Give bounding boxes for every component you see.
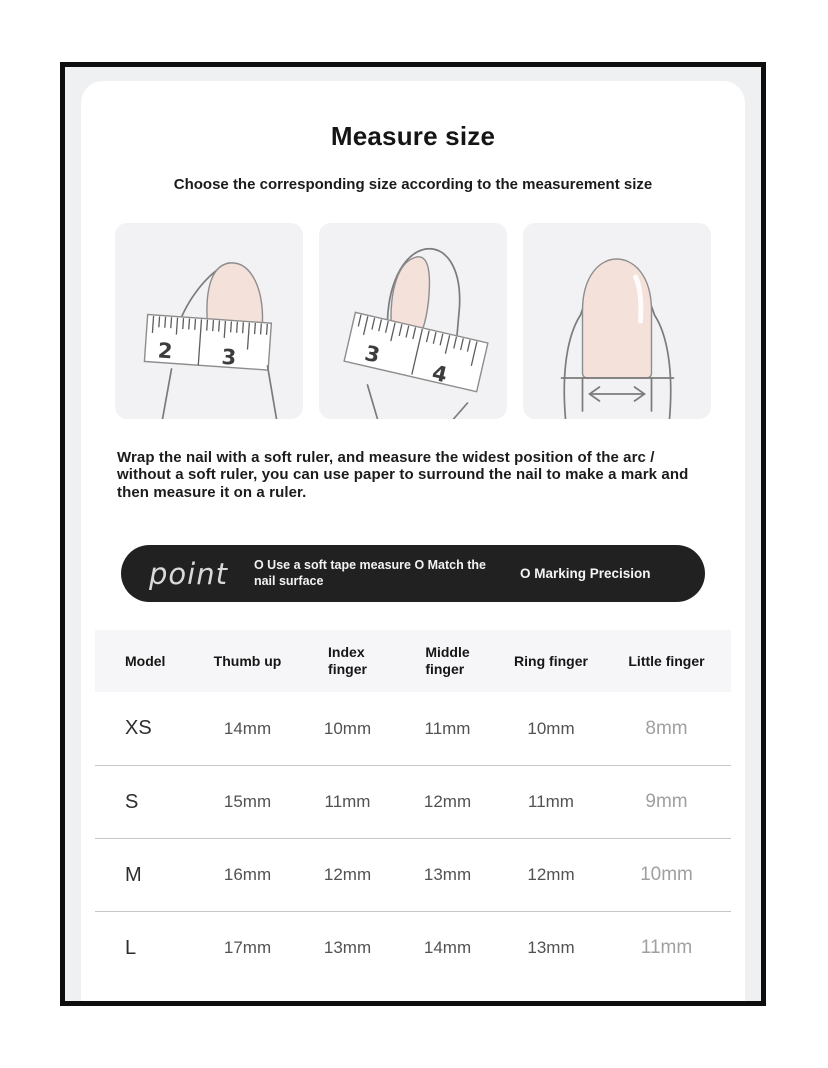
thumb-cell: 16mm bbox=[223, 865, 272, 885]
index-cell: 10mm bbox=[323, 718, 372, 738]
ring-cell: 12mm bbox=[527, 865, 575, 885]
middle-cell: 12mm bbox=[423, 792, 472, 812]
middle-cell: 11mm bbox=[424, 718, 471, 738]
model-cell: L bbox=[125, 936, 137, 959]
illustration-tape-wrap-2 bbox=[319, 223, 507, 419]
page-frame bbox=[60, 62, 766, 1006]
little-cell: 11mm bbox=[640, 937, 693, 959]
tape-number: 4 bbox=[429, 360, 450, 388]
model-cell: XS bbox=[125, 717, 152, 740]
tape-number: 2 bbox=[157, 338, 174, 364]
header-index bbox=[300, 644, 395, 679]
point-tip-2: O Marking Precision bbox=[519, 566, 651, 582]
width-arrow-icon bbox=[590, 387, 645, 401]
tape-number: 3 bbox=[362, 340, 383, 368]
header-middle-label: Middle finger bbox=[425, 643, 470, 678]
size-table-header bbox=[95, 630, 731, 692]
finger-tape-2-3-illustration bbox=[115, 223, 303, 419]
page-subtitle: Choose the corresponding size according to the measurement size bbox=[173, 176, 653, 193]
ring-cell: 11mm bbox=[528, 792, 574, 812]
header-index-label: Index finger bbox=[328, 643, 367, 678]
header-little: Little finger bbox=[628, 653, 705, 670]
model-cell: S bbox=[125, 790, 139, 813]
middle-cell: 14mm bbox=[423, 938, 472, 958]
header-thumb: Thumb up bbox=[213, 653, 282, 670]
table-row-s bbox=[95, 765, 731, 838]
index-cell: 12mm bbox=[323, 865, 372, 885]
measurement-illustrations bbox=[115, 223, 711, 419]
nail-width-arrow-illustration bbox=[523, 223, 711, 419]
content-card bbox=[81, 81, 745, 1001]
index-cell: 11mm bbox=[324, 792, 371, 812]
table-row-l bbox=[95, 911, 731, 984]
finger-tape-3-4-illustration bbox=[319, 223, 507, 419]
header-model: Model bbox=[125, 653, 166, 670]
thumb-cell: 17mm bbox=[223, 938, 272, 958]
thumb-cell: 15mm bbox=[223, 792, 272, 812]
illustration-tape-wrap-1 bbox=[115, 223, 303, 419]
middle-cell: 13mm bbox=[423, 865, 472, 885]
page-title: Measure size bbox=[330, 121, 496, 151]
point-tip-1: O Use a soft tape measure O Match the nail surface bbox=[253, 558, 486, 588]
point-label: point bbox=[149, 556, 228, 591]
little-cell: 8mm bbox=[645, 717, 688, 739]
tape-number: 3 bbox=[220, 344, 238, 370]
little-cell: 9mm bbox=[645, 791, 688, 813]
table-row-m bbox=[95, 838, 731, 911]
model-cell: M bbox=[125, 863, 142, 886]
header-ring: Ring finger bbox=[514, 653, 588, 670]
ring-cell: 13mm bbox=[527, 938, 575, 958]
table-row-xs bbox=[95, 692, 731, 765]
thumb-cell: 14mm bbox=[223, 718, 272, 738]
point-banner bbox=[121, 545, 705, 602]
index-cell: 13mm bbox=[323, 938, 372, 958]
ring-cell: 10mm bbox=[527, 718, 575, 738]
size-table bbox=[95, 630, 731, 984]
illustration-nail-width bbox=[523, 223, 711, 419]
measurement-instructions: Wrap the nail with a soft ruler, and measure the widest position of the arc / without a soft ruler, you can use paper to surround the nail to make a mark and then measure it on a ruler. bbox=[117, 449, 689, 501]
little-cell: 10mm bbox=[640, 864, 693, 886]
header-middle bbox=[395, 644, 500, 679]
